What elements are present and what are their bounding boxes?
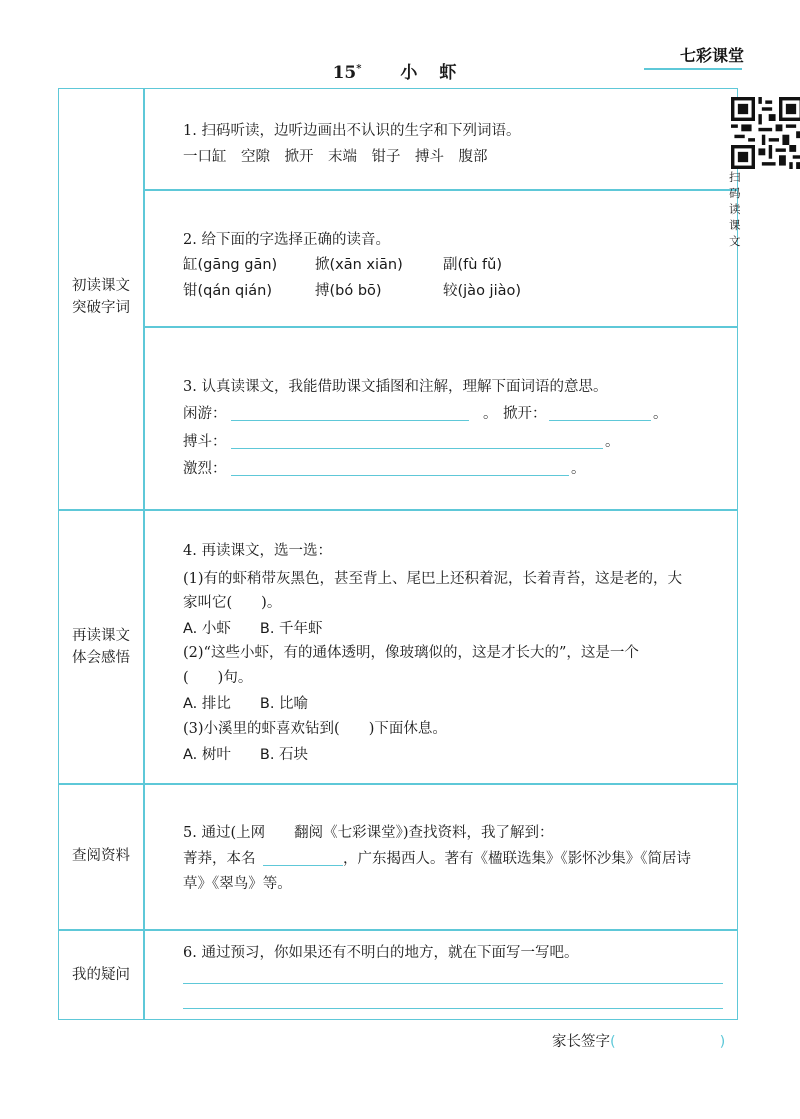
question-4 bbox=[145, 509, 737, 783]
question-2 bbox=[145, 189, 737, 326]
brand-logo: 七彩课堂 bbox=[680, 46, 745, 65]
q2-row2-item1: 钳(qán qián) bbox=[183, 283, 273, 299]
q2-row2-item3: 较(jào jiào) bbox=[443, 283, 522, 299]
section-label-questions: 我的疑问 bbox=[72, 967, 130, 983]
q4-sub3-options: A. 树叶 B. 石块 bbox=[183, 747, 309, 763]
q3-answer-line-3[interactable] bbox=[231, 448, 603, 449]
q5-line2-start: 菁莽，本名 bbox=[183, 851, 256, 867]
q3-prompt: 3. 认真读课文，我能借助课文插图和注解，理解下面词语的意思。 bbox=[183, 379, 608, 395]
qr-code-icon[interactable] bbox=[731, 97, 800, 169]
parent-signature: 家长签字( ) bbox=[552, 1034, 726, 1050]
lesson-number: 15* bbox=[332, 63, 362, 83]
qr-caption: 扫码读课文 bbox=[729, 170, 742, 248]
question-6 bbox=[145, 929, 737, 1019]
title-char-1: 小 bbox=[400, 63, 418, 83]
q1-prompt: 1. 扫码听读，边听边画出不认识的生字和下列词语。 bbox=[183, 123, 521, 139]
section-label-research: 查阅资料 bbox=[72, 848, 130, 864]
q3-answer-line-1[interactable] bbox=[231, 420, 469, 421]
q4-sub3-line1: (3)小溪里的虾喜欢钻到( )下面休息。 bbox=[183, 721, 447, 737]
q3-term-xiankai: 掀开： bbox=[503, 406, 547, 422]
brand-underline bbox=[644, 68, 742, 70]
q1-word-list: 一口缸 空隙 掀开 末端 钳子 搏斗 腹部 bbox=[183, 149, 488, 165]
q5-line2-end: ，广东揭西人。著有《楹联选集》《影怀沙集》《简居诗 bbox=[343, 851, 691, 867]
title-char-2: 虾 bbox=[439, 63, 457, 83]
q4-sub2-options: A. 排比 B. 比喻 bbox=[183, 696, 309, 712]
q2-prompt: 2. 给下面的字选择正确的读音。 bbox=[183, 232, 390, 248]
section-label-first-read: 初读课文 突破字词 bbox=[72, 278, 130, 316]
q2-row1-item3: 副(fù fǔ) bbox=[443, 257, 503, 273]
q4-sub1-options: A. 小虾 B. 千年虾 bbox=[183, 621, 323, 637]
q3-term-bodou: 搏斗： bbox=[183, 434, 227, 450]
q4-sub1-line1: (1)有的虾稍带灰黑色，甚至背上、尾巴上还积着泥，长着青苔，这是老的，大 bbox=[183, 571, 683, 587]
worksheet-table bbox=[58, 88, 742, 1020]
q3-answer-line-4[interactable] bbox=[231, 475, 569, 476]
q2-row1-item1: 缸(gāng gān) bbox=[183, 257, 278, 273]
q6-answer-line-1[interactable] bbox=[183, 983, 723, 984]
q3-term-xianyou: 闲游： bbox=[183, 406, 227, 422]
signature-label: 家长签字 bbox=[552, 1034, 610, 1050]
q5-line3: 草》《翠鸟》等。 bbox=[183, 876, 292, 892]
q3-answer-line-2[interactable] bbox=[549, 420, 651, 421]
q6-prompt: 6. 通过预习，你如果还有不明白的地方，就在下面写一写吧。 bbox=[183, 945, 579, 961]
q4-sub2-line1: (2)“这些小虾，有的通体透明，像玻璃似的，这是才长大的”，这是一个 bbox=[183, 645, 639, 661]
section-label-reread: 再读课文 体会感悟 bbox=[72, 628, 130, 666]
q3-term-jilie: 激烈： bbox=[183, 461, 227, 477]
q4-sub1-line2: 家叫它( )。 bbox=[183, 595, 282, 611]
q6-answer-line-2[interactable] bbox=[183, 1008, 723, 1009]
q2-row2-item2: 搏(bó bō) bbox=[315, 283, 382, 299]
q4-sub2-line2: ( )句。 bbox=[183, 670, 253, 686]
q2-row1-item2: 掀(xān xiān) bbox=[315, 257, 403, 273]
question-5 bbox=[145, 783, 737, 929]
q5-answer-line[interactable] bbox=[263, 865, 343, 866]
question-3: 3. 认真读课文，我能借助课文插图和注解，理解下面词语的意思。 闲游： 。 掀开： 。 搏斗： 。 激烈： 。 bbox=[145, 326, 737, 509]
q5-prompt: 5. 通过(上网 翻阅《七彩课堂》)查找资料，我了解到： bbox=[183, 825, 554, 841]
q4-prompt: 4. 再读课文，选一选： bbox=[183, 543, 332, 559]
